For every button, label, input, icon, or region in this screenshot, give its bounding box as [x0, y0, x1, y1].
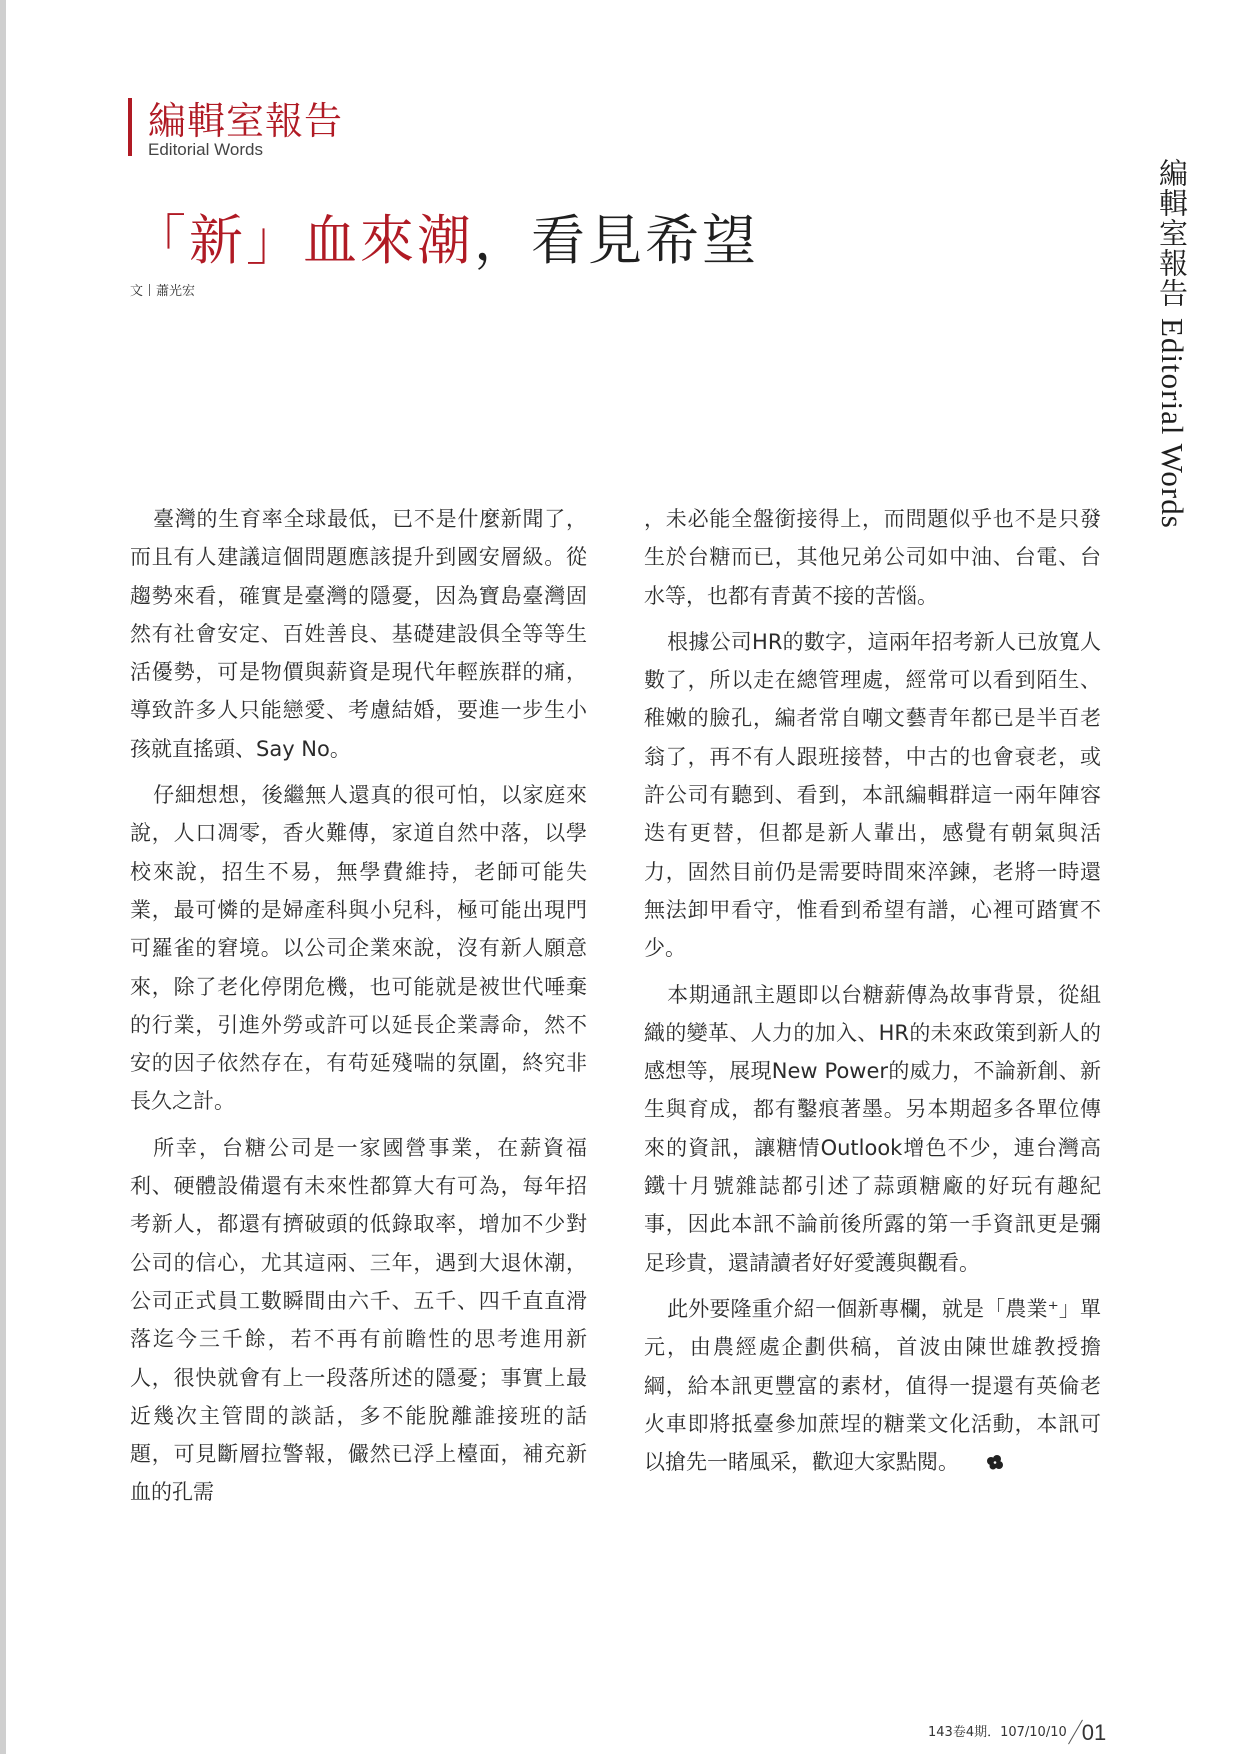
- headline-red-part: 血來潮: [303, 209, 474, 272]
- article-column-right: [644, 500, 1101, 1489]
- headline-dark-part: ，看見希望: [474, 209, 759, 272]
- paragraph: 臺灣的生育率全球最低，已不是什麼新聞了，而且有人建議這個問題應該提升到國安層級。從趨勢來看，確實是臺灣的隱憂，因為寶島臺灣固然有社會安定、百姓善良、基礎建設俱全等等生活優勢，可是物價與薪資是現代年輕族群的痛，導致許多人只能戀愛、考慮結婚，要進一步生小孩就直搖頭、Say No。: [130, 507, 587, 761]
- issue-info: 143卷4期．107/10/10: [928, 1725, 1067, 1740]
- byline-author: 蕭光宏: [156, 284, 196, 299]
- paragraph: 仔細想想，後繼無人還真的很可怕，以家庭來說，人口凋零，香火難傳，家道自然中落，以學校來說，招生不易，無學費維持，老師可能失業，最可憐的是婦產科與小兒科，極可能出現門可羅雀的窘境。以公司企業來說，沒有新人願意來，除了老化停閉危機，也可能就是被世代唾棄的行業，引進外勞或許可以延長企業壽命，然不安的因子依然存在，有苟延殘喘的氛圍，終究非長久之計。: [130, 783, 587, 1114]
- footer-divider: [1068, 1720, 1083, 1745]
- vertical-section-label: [1152, 158, 1193, 529]
- paragraph: ，未必能全盤銜接得上，而問題似乎也不是只發生於台糖而已，其他兄弟公司如中油、台電、台水等，也都有青黃不接的苦惱。: [644, 507, 1101, 608]
- page-edge-shadow: [0, 0, 6, 1754]
- page-number: 01: [1081, 1720, 1107, 1745]
- paragraph-last-text: 此外要隆重介紹一個新專欄，就是「農業⁺」單元，由農經處企劃供稿，首波由陳世雄教授擔綱，給本訊更豐富的素材，值得一提還有英倫老火車即將抵臺參加蔗埕的糖業文化活動，本訊可以搶先一睹風采，歡迎大家點閱。: [644, 1296, 1101, 1475]
- vertical-label-en: Editorial Words: [1155, 318, 1190, 529]
- article-column-left: [130, 500, 587, 1520]
- section-subtitle: Editorial Words: [148, 140, 263, 159]
- section-accent-bar: [128, 98, 132, 156]
- vertical-label-zh: 編輯室報告: [1155, 158, 1189, 308]
- byline-divider: [149, 284, 150, 296]
- byline: [130, 280, 195, 299]
- headline-quote: 「新」: [132, 209, 303, 272]
- paragraph-last: [644, 1290, 1101, 1481]
- article-headline: [132, 198, 759, 275]
- section-title: 編輯室報告: [148, 99, 344, 143]
- paragraph: 根據公司HR的數字，這兩年招考新人已放寬人數了，所以走在總管理處，經常可以看到陌生、稚嫩的臉孔，編者常自嘲文藝青年都已是半百老翁了，再不有人跟班接替，中古的也會衰老，或許公司有聽到、看到，本訊編輯群這一兩年陣容迭有更替，但都是新人輩出，感覺有朝氣與活力，固然目前仍是需要時間來淬鍊，老將一時還無法卸甲看守，惟看到希望有譜，心裡可踏實不少。: [644, 629, 1101, 961]
- paragraph: 本期通訊主題即以台糖薪傳為故事背景，從組織的變革、人力的加入、HR的未來政策到新人的感想等，展現New Power的威力，不論新創、新生與育成，都有鑿痕著墨。另本期超多各單位傳來的資訊，讓糖情Outlook增色不少，連台灣高鐵十月號雜誌都引述了蒜頭糖廠的好玩有趣紀事，因此本訊不論前後所露的第一手資訊更是彌足珍貴，還請讀者好好愛護與觀看。: [644, 982, 1101, 1275]
- paragraph: 所幸，台糖公司是一家國營事業，在薪資福利、硬體設備還有未來性都算大有可為，每年招考新人，都還有擠破頭的低錄取率，增加不少對公司的信心，尤其這兩、三年，遇到大退休潮，公司正式員工數瞬間由六千、五千、四千直直滑落迄今三千餘，若不再有前瞻性的思考進用新人，很快就會有上一段落所述的隱憂；事實上最近幾次主管間的談話，多不能脫離誰接班的話題，可見斷層拉警報，儼然已浮上檯面，補充新血的孔需: [130, 1135, 587, 1505]
- byline-label: 文: [130, 284, 144, 299]
- sugarcane-flower-icon: [963, 1445, 981, 1461]
- page-footer: [928, 1718, 1106, 1746]
